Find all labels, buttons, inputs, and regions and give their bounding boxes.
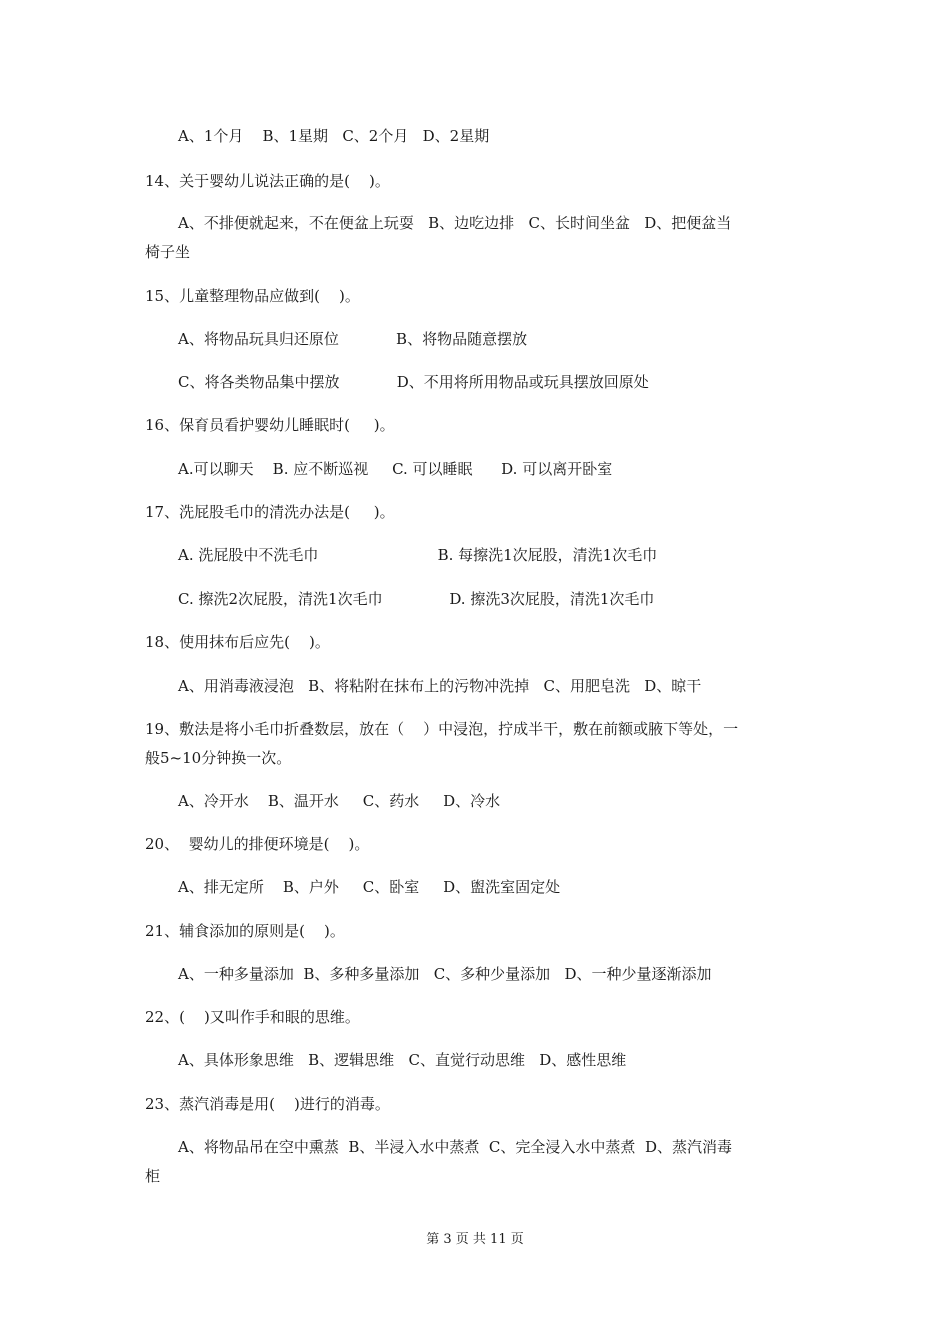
answer-options: C、将各类物品集中摆放 D、不用将所用物品或玩具摆放回原处 — [178, 373, 649, 391]
answer-options: A、一种多量添加 B、多种多量添加 C、多种少量添加 D、一种少量逐渐添加 — [178, 965, 712, 983]
question-text: 21、辅食添加的原则是( )。 — [145, 922, 345, 940]
answer-options: C. 擦洗2次屁股，清洗1次毛巾 D. 擦洗3次屁股，清洗1次毛巾 — [178, 590, 655, 608]
question-text: 18、使用抹布后应先( )。 — [145, 633, 330, 651]
continued-text: 般5~10分钟换一次。 — [145, 749, 292, 767]
question-text: 19、敷法是将小毛巾折叠数层，放在（ ）中浸泡，拧成半干，敷在前额或腋下等处，一 — [145, 720, 739, 738]
continued-text: 椅子坐 — [145, 243, 191, 261]
question-text: 16、保育员看护婴幼儿睡眠时( )。 — [145, 416, 395, 434]
answer-options: A. 洗屁股中不洗毛巾 B. 每擦洗1次屁股，清洗1次毛巾 — [178, 546, 658, 564]
answer-options: A、具体形象思维 B、逻辑思维 C、直觉行动思维 D、感性思维 — [178, 1051, 627, 1069]
answer-options: A、将物品吊在空中熏蒸 B、半浸入水中蒸煮 C、完全浸入水中蒸煮 D、蒸汽消毒 — [178, 1138, 732, 1156]
answer-options: A、1个月 B、1星期 C、2个月 D、2星期 — [178, 127, 490, 145]
question-text: 15、儿童整理物品应做到( )。 — [145, 287, 360, 305]
answer-options: A、将物品玩具归还原位 B、将物品随意摆放 — [178, 330, 528, 348]
question-text: 14、关于婴幼儿说法正确的是( )。 — [145, 172, 390, 190]
answer-options: A.可以聊天 B. 应不断巡视 C. 可以睡眠 D. 可以离开卧室 — [178, 460, 613, 478]
answer-options: A、排无定所 B、户外 C、卧室 D、盥洗室固定处 — [178, 878, 561, 896]
question-text: 22、( )又叫作手和眼的思维。 — [145, 1008, 360, 1026]
answer-options: A、冷开水 B、温开水 C、药水 D、冷水 — [178, 792, 501, 810]
question-text: 20、 婴幼儿的排便环境是( )。 — [145, 835, 370, 853]
answer-options: A、用消毒液浸泡 B、将粘附在抹布上的污物冲洗掉 C、用肥皂洗 D、晾干 — [178, 677, 702, 695]
question-text: 23、蒸汽消毒是用( )进行的消毒。 — [145, 1095, 390, 1113]
page-footer: 第 3 页 共 11 页 — [426, 1232, 524, 1247]
answer-options: A、不排便就起来，不在便盆上玩耍 B、边吃边排 C、长时间坐盆 D、把便盆当 — [178, 214, 732, 232]
continued-text: 柜 — [145, 1167, 161, 1185]
question-text: 17、洗屁股毛巾的清洗办法是( )。 — [145, 503, 395, 521]
